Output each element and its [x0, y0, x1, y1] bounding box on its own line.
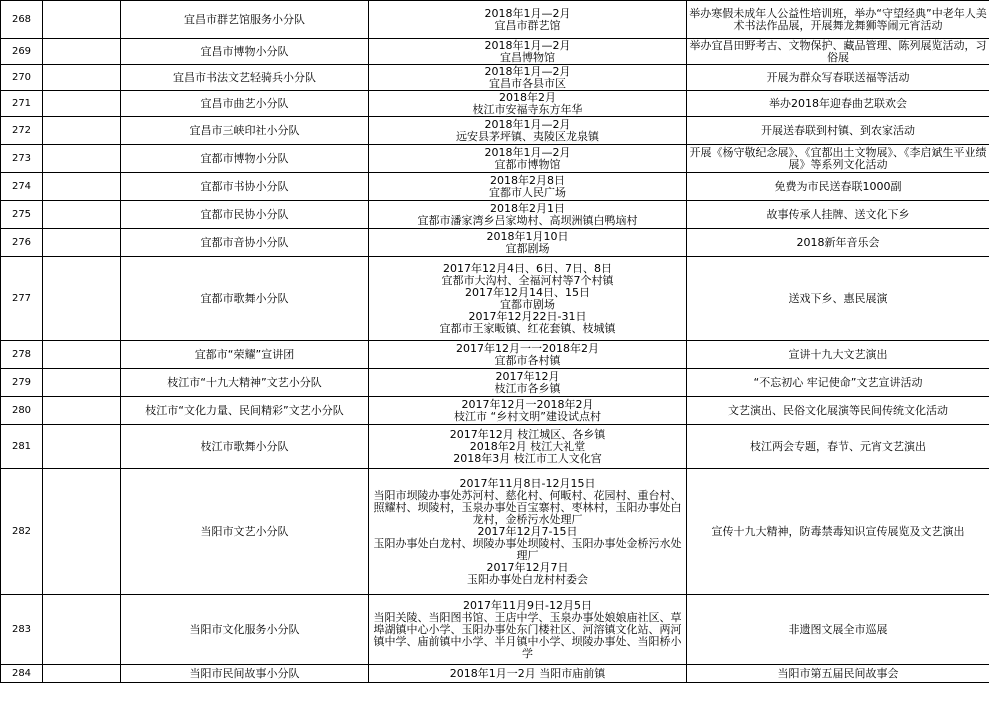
row-number: 268	[1, 1, 43, 39]
row-number: 273	[1, 145, 43, 173]
table-row	[1, 341, 989, 369]
team-name: 宜昌市三峡印社小分队	[121, 117, 369, 145]
time-location-line: 枝江市各乡镇	[494, 381, 561, 395]
table-row	[1, 145, 989, 173]
time-location-line: 2017年12月一一2018年2月	[456, 341, 599, 355]
blank-cell	[43, 425, 121, 469]
activity-content-text: 宣讲十九大文艺演出	[788, 347, 888, 361]
team-name: 宜都市音协小分队	[121, 229, 369, 257]
table-row	[1, 665, 989, 683]
team-name: 宜都市民协小分队	[121, 201, 369, 229]
table-body	[1, 1, 989, 683]
activity-content	[687, 595, 989, 665]
row-number: 284	[1, 665, 43, 683]
time-location-line: 宜都市各村镇	[494, 353, 561, 367]
time-location-line: 2018年2月	[499, 90, 556, 104]
time-location	[369, 65, 687, 91]
activity-content-text: “不忘初心 牢记使命”文艺宣讲活动	[753, 375, 923, 389]
row-number: 278	[1, 341, 43, 369]
blank-cell	[43, 341, 121, 369]
team-name: 宜都市博物小分队	[121, 145, 369, 173]
activity-content	[687, 369, 989, 397]
activity-content	[687, 341, 989, 369]
team-name: 当阳市文艺小分队	[121, 469, 369, 595]
blank-cell	[43, 145, 121, 173]
activity-content-text: 开展送春联到村镇、到农家活动	[761, 123, 915, 137]
time-location-line: 枝江市 “乡村文明”建设试点村	[454, 409, 601, 423]
row-number: 283	[1, 595, 43, 665]
activity-content	[687, 65, 989, 91]
time-location-line: 宜都市博物馆	[494, 157, 561, 171]
time-location-line: 2018年1月—2月	[484, 64, 571, 78]
team-name: 枝江市“十九大精神”文艺小分队	[121, 369, 369, 397]
blank-cell	[43, 117, 121, 145]
blank-cell	[43, 39, 121, 65]
team-name: 宜都市歌舞小分队	[121, 257, 369, 341]
time-location-line: 宜昌市群艺馆	[494, 18, 561, 32]
time-location-line: 宜都市潘家湾乡吕家坳村、高坝洲镇白鸭垴村	[417, 213, 638, 227]
blank-cell	[43, 665, 121, 683]
time-location-line: 2018年1月—2月	[484, 38, 571, 52]
time-location-line: 2017年12月 枝江城区、各乡镇	[449, 427, 606, 441]
activity-content	[687, 201, 989, 229]
activity-content-text: 宣传十九大精神，防毒禁毒知识宣传展览及文艺演出	[711, 524, 965, 538]
row-number: 270	[1, 65, 43, 91]
time-location-line: 2018年3月 枝江市工人文化宫	[453, 451, 602, 465]
time-location-line: 2017年12月14日、15日	[465, 285, 590, 299]
activity-content-text: 2018新年音乐会	[796, 235, 880, 249]
team-name: 枝江市歌舞小分队	[121, 425, 369, 469]
activity-content-text: 当阳市第五届民间故事会	[777, 666, 899, 680]
time-location-line: 2017年12月7-15日	[477, 524, 578, 538]
row-number: 271	[1, 91, 43, 117]
time-location	[369, 425, 687, 469]
activity-content	[687, 397, 989, 425]
activity-content	[687, 665, 989, 683]
activity-content	[687, 469, 989, 595]
time-location	[369, 201, 687, 229]
time-location-line: 宜都市剧场	[500, 297, 555, 311]
activity-content-text: 故事传承人挂牌、送文化下乡	[766, 207, 910, 221]
row-number: 269	[1, 39, 43, 65]
row-number: 281	[1, 425, 43, 469]
time-location-line: 玉阳办事处白龙村村委会	[467, 572, 588, 586]
time-location-line: 当阳关陵、当阳图书馆、王店中学、玉泉办事处娘娘庙社区、草埠湖镇中心小学、玉阳办事处东门楼社区、河溶镇文化站、两河镇中学、庙前镇中小学、半月镇中小学、坝陵办事处、当阳桥小学	[373, 610, 682, 660]
blank-cell	[43, 173, 121, 201]
blank-cell	[43, 595, 121, 665]
activity-content-text: 文艺演出、民俗文化展演等民间传统文化活动	[728, 403, 948, 417]
time-location	[369, 91, 687, 117]
time-location-line: 2017年12月	[495, 369, 560, 383]
time-location-line: 2018年1月—2月	[484, 6, 571, 20]
time-location	[369, 665, 687, 683]
table-row	[1, 201, 989, 229]
table-row	[1, 469, 989, 595]
blank-cell	[43, 469, 121, 595]
time-location	[369, 229, 687, 257]
row-number: 280	[1, 397, 43, 425]
team-name: 宜昌市群艺馆服务小分队	[121, 1, 369, 39]
time-location-line: 宜昌博物馆	[500, 50, 555, 64]
time-location-line: 2018年1月一2月 当阳市庙前镇	[449, 666, 606, 680]
time-location-line: 宜都剧场	[505, 241, 550, 255]
team-name: 当阳市文化服务小分队	[121, 595, 369, 665]
time-location-line: 2017年12月4日、6日、7日、8日	[443, 261, 612, 275]
activity-content	[687, 145, 989, 173]
time-location-line: 玉阳办事处白龙村、坝陵办事处坝陵村、玉阳办事处金桥污水处理厂	[373, 536, 682, 562]
row-number: 279	[1, 369, 43, 397]
time-location	[369, 369, 687, 397]
table-row	[1, 595, 989, 665]
blank-cell	[43, 369, 121, 397]
team-name: 宜昌市博物小分队	[121, 39, 369, 65]
time-location-line: 宜都市王家畈镇、红花套镇、枝城镇	[439, 321, 616, 335]
blank-cell	[43, 65, 121, 91]
team-name: 宜昌市曲艺小分队	[121, 91, 369, 117]
time-location-line: 2017年12月7日	[486, 560, 569, 574]
table-row	[1, 229, 989, 257]
activity-content	[687, 39, 989, 65]
time-location-line: 2018年2月8日	[490, 173, 565, 187]
blank-cell	[43, 229, 121, 257]
row-number: 274	[1, 173, 43, 201]
row-number: 277	[1, 257, 43, 341]
time-location-line: 2017年12月一2018年2月	[461, 397, 594, 411]
blank-cell	[43, 397, 121, 425]
blank-cell	[43, 257, 121, 341]
activity-content	[687, 173, 989, 201]
time-location-line: 宜昌市各县市区	[489, 76, 566, 90]
activity-content-text: 送戏下乡、惠民展演	[788, 291, 888, 305]
activity-content-text: 免费为市民送春联1000副	[774, 179, 902, 193]
team-name: 宜都市“荣耀”宣讲团	[121, 341, 369, 369]
time-location	[369, 145, 687, 173]
blank-cell	[43, 201, 121, 229]
table-row	[1, 173, 989, 201]
team-name: 当阳市民间故事小分队	[121, 665, 369, 683]
activity-content-text: 举办宜昌田野考古、文物保护、藏品管理、陈列展览活动，习俗展	[689, 38, 987, 64]
table-row	[1, 1, 989, 39]
row-number: 275	[1, 201, 43, 229]
blank-cell	[43, 91, 121, 117]
time-location-line: 2017年11月9日-12月5日	[463, 598, 592, 612]
time-location-line: 2018年2月 枝江大礼堂	[469, 439, 586, 453]
time-location-line: 2017年11月8日-12月15日	[459, 476, 596, 490]
table-row	[1, 425, 989, 469]
time-location-line: 远安县茅坪镇、夷陵区龙泉镇	[456, 129, 599, 143]
team-name: 宜都市书协小分队	[121, 173, 369, 201]
time-location	[369, 595, 687, 665]
activity-content	[687, 91, 989, 117]
time-location	[369, 173, 687, 201]
time-location	[369, 341, 687, 369]
time-location-line: 宜都市人民广场	[489, 185, 566, 199]
activity-content-text: 开展为群众写春联送福等活动	[766, 70, 910, 84]
activity-content	[687, 117, 989, 145]
activity-content-text: 开展《杨守敬纪念展》、《宜都出土文物展》、《李启斌生平业绩展》等系列文化活动	[689, 145, 987, 171]
activity-content	[687, 229, 989, 257]
activity-content-text: 举办2018年迎春曲艺联欢会	[769, 96, 907, 110]
time-location-line: 当阳市坝陵办事处苏河村、慈化村、何畈村、花园村、重台村、照耀村、坝陵村，玉泉办事处百宝寨村、枣林村，玉阳办事处白龙村，金桥污水处理厂	[373, 488, 682, 526]
time-location-line: 2018年1月—2月	[484, 145, 571, 159]
time-location	[369, 1, 687, 39]
time-location-line: 2018年1月10日	[486, 229, 569, 243]
time-location-line: 2018年2月1日	[490, 201, 565, 215]
team-name: 宜昌市书法文艺轻骑兵小分队	[121, 65, 369, 91]
table-row	[1, 257, 989, 341]
table-row	[1, 369, 989, 397]
time-location-line: 枝江市安福寺东方年华	[472, 102, 583, 116]
activity-content-text: 非遗图文展全市巡展	[788, 622, 888, 636]
team-name: 枝江市“文化力量、民间精彩”文艺小分队	[121, 397, 369, 425]
time-location-line: 2018年1月—2月	[484, 117, 571, 131]
time-location-line: 宜都市大沟村、全福河村等7个村镇	[441, 273, 614, 287]
row-number: 282	[1, 469, 43, 595]
time-location-line: 2017年12月22日-31日	[468, 309, 587, 323]
time-location	[369, 397, 687, 425]
activity-content-text: 枝江两会专题，春节、元宵文艺演出	[750, 439, 926, 453]
activity-content	[687, 425, 989, 469]
row-number: 276	[1, 229, 43, 257]
table-row	[1, 397, 989, 425]
table-row	[1, 117, 989, 145]
blank-cell	[43, 1, 121, 39]
time-location	[369, 117, 687, 145]
table-row	[1, 91, 989, 117]
time-location	[369, 257, 687, 341]
time-location	[369, 39, 687, 65]
activity-content	[687, 257, 989, 341]
table-row	[1, 65, 989, 91]
time-location	[369, 469, 687, 595]
activity-content	[687, 1, 989, 39]
row-number: 272	[1, 117, 43, 145]
table-row	[1, 39, 989, 65]
activity-content-text: 举办寒假未成年人公益性培训班，举办“守望经典”中老年人美术书法作品展，开展舞龙舞狮等闹元宵活动	[689, 6, 987, 32]
